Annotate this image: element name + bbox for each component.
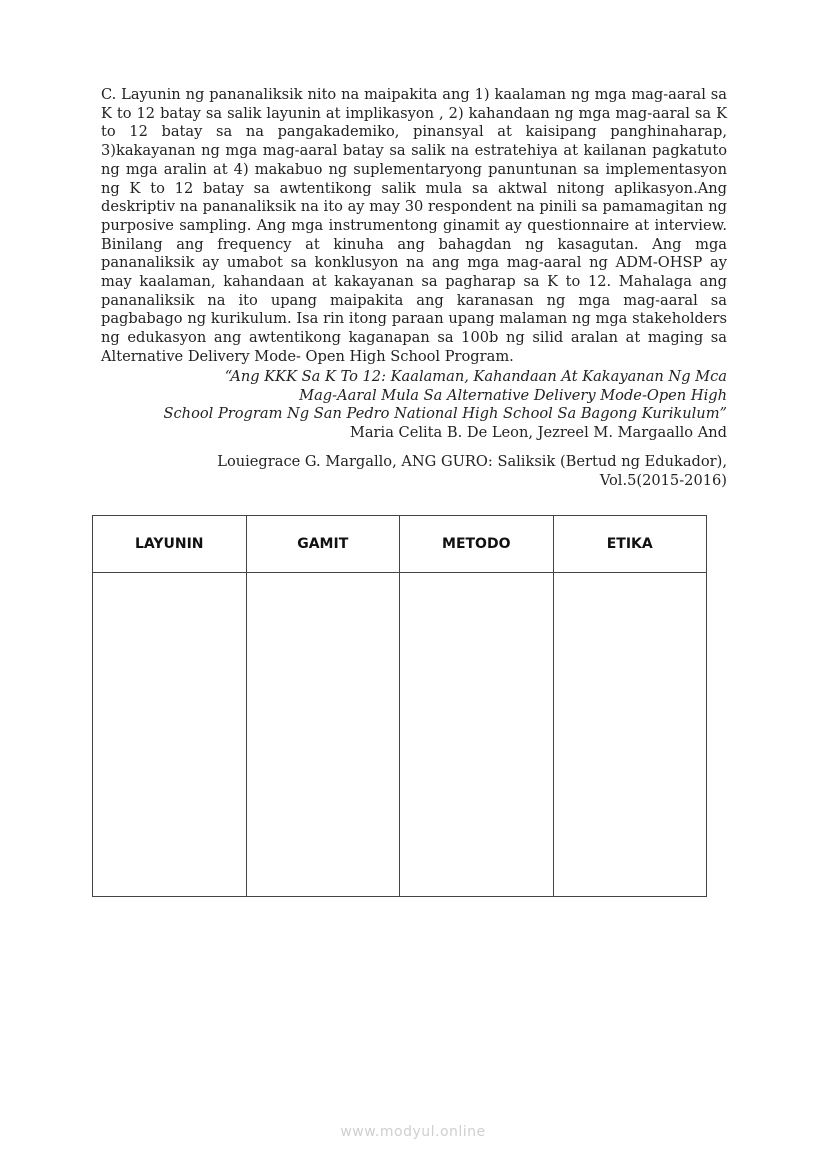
worksheet-table bbox=[92, 515, 707, 897]
reference-authors: Maria Celita B. De Leon, Jezreel M. Margaallo And bbox=[349, 424, 727, 441]
header-etika: ETIKA bbox=[553, 516, 707, 573]
reference-title-line: “Ang KKK Sa K To 12: Kaalaman, Kahandaan At Kakayanan Ng Mca bbox=[224, 368, 727, 385]
abstract-paragraph: C. Layunin ng pananaliksik nito na maipakita ang 1) kaalaman ng mga mag-aaral sa K to 12 batay sa salik layunin at implikasyon , 2) kahandaan ng mga mag-aaral sa K to 12 batay sa na pangakademiko, pinansyal at kaisipang panghinaharap, 3)kakayanan ng mga mag-aaral batay sa salik na estratehiya at kailanan pagkatuto ng mga aralin at 4) makabuo ng suplementaryong panuntunan sa implementasyon ng K to 12 batay sa awtentikong salik mula sa aktwal nitong aplikasyon.Ang deskriptiv na pananaliksik na ito ay may 30 respondent na pinili sa pamamagitan ng purposive sampling. Ang mga instrumentong ginamit ay questionnaire at interview. Binilang ang frequency at kinuha ang bahagdan ng kasagutan. Ang mga pananaliksik ay umabot sa konklusyon na ang mga mag-aaral ng ADM-OHSP ay may kaalaman, kahandaan at kakayanan sa pagharap sa K to 12. Mahalaga ang pananaliksik na ito upang maipakita ang karanasan ng mga mag-aaral sa pagbabago ng kurikulum. Isa rin itong paraan upang malaman ng mga stakeholders ng edukasyon ang awtentikong kaganapan sa 100b ng silid aralan at maging sa Alternative Delivery Mode- Open High School Program. bbox=[101, 86, 727, 365]
reference-source-line: Vol.5(2015-2016) bbox=[599, 471, 727, 489]
watermark: www.modyul.online bbox=[340, 1124, 486, 1140]
table-header-row bbox=[93, 516, 707, 573]
table-row bbox=[93, 573, 707, 897]
answer-cell-etika[interactable] bbox=[553, 573, 707, 897]
reference-title bbox=[150, 368, 727, 424]
answer-cell-layunin[interactable] bbox=[93, 573, 247, 897]
reference-title-line: School Program Ng San Pedro National High School Sa Bagong Kurikulum” bbox=[163, 405, 727, 423]
header-metodo: METODO bbox=[400, 516, 554, 573]
answer-cell-gamit[interactable] bbox=[246, 573, 400, 897]
header-layunin: LAYUNIN bbox=[93, 516, 247, 573]
header-gamit: GAMIT bbox=[246, 516, 400, 573]
reference-source bbox=[150, 453, 727, 490]
reference-source-line: Louiegrace G. Margallo, ANG GURO: Saliksik (Bertud ng Edukador), bbox=[217, 453, 727, 470]
answer-cell-metodo[interactable] bbox=[400, 573, 554, 897]
reference-title-line: Mag-Aaral Mula Sa Alternative Delivery Mode-Open High bbox=[299, 386, 727, 404]
